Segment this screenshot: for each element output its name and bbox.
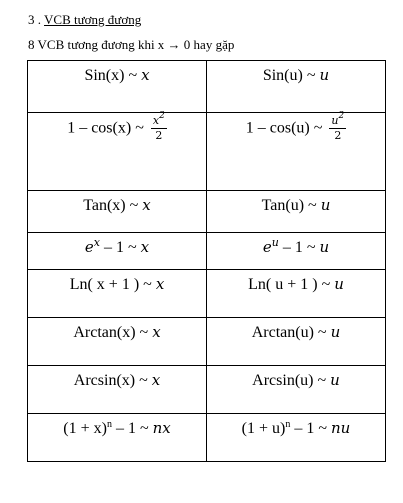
equivalence-table [27, 60, 386, 462]
table-cell-left: $e^x - 1$ ~ x [28, 233, 207, 270]
table-row [28, 366, 386, 414]
table-cell-left: Sin(x) ~ x [28, 61, 207, 113]
section-title: VCB tương đương [44, 12, 142, 27]
table-cell-right: $e^u - 1$ ~ u [207, 233, 386, 270]
table-cell-right: Tan(u) ~ u [207, 191, 386, 233]
table-cell-left: Arctan(x) ~ x [28, 318, 207, 366]
fraction: $\frac{u^2}{2}$ [331, 111, 345, 142]
section-heading [28, 12, 141, 28]
table-cell-right: Arctan(u) ~ u [207, 318, 386, 366]
table-row [28, 191, 386, 233]
table-cell-left: Ln( x + 1 ) ~ x [28, 270, 207, 318]
section-subheading: 8 VCB tương đương khi x → 0 hay gặp [28, 37, 235, 52]
section-number: 3 . [28, 12, 45, 27]
table-row [28, 414, 386, 462]
table-cell-left: Tan(x) ~ x [28, 191, 207, 233]
table-cell-left: $(1 + x)^n - 1$ ~ nx [28, 414, 207, 462]
table-cell-right: $(1 + u)^n - 1$ ~ nu [207, 414, 386, 462]
table-cell-right: 1 – cos(u) ~ $\frac{u^2}{2}$ [207, 113, 386, 191]
table-cell-left: 1 – cos(x) ~ $\frac{x^2}{2}$ [28, 113, 207, 191]
table-cell-right: Arcsin(u) ~ u [207, 366, 386, 414]
table-row [28, 113, 386, 191]
table-row [28, 61, 386, 113]
table-row [28, 318, 386, 366]
fraction: $\frac{x^2}{2}$ [152, 111, 165, 142]
table-row [28, 233, 386, 270]
table-row [28, 270, 386, 318]
table-cell-left: Arcsin(x) ~ x [28, 366, 207, 414]
table-cell-right: Ln( u + 1 ) ~ u [207, 270, 386, 318]
table-cell-right: Sin(u) ~ u [207, 61, 386, 113]
